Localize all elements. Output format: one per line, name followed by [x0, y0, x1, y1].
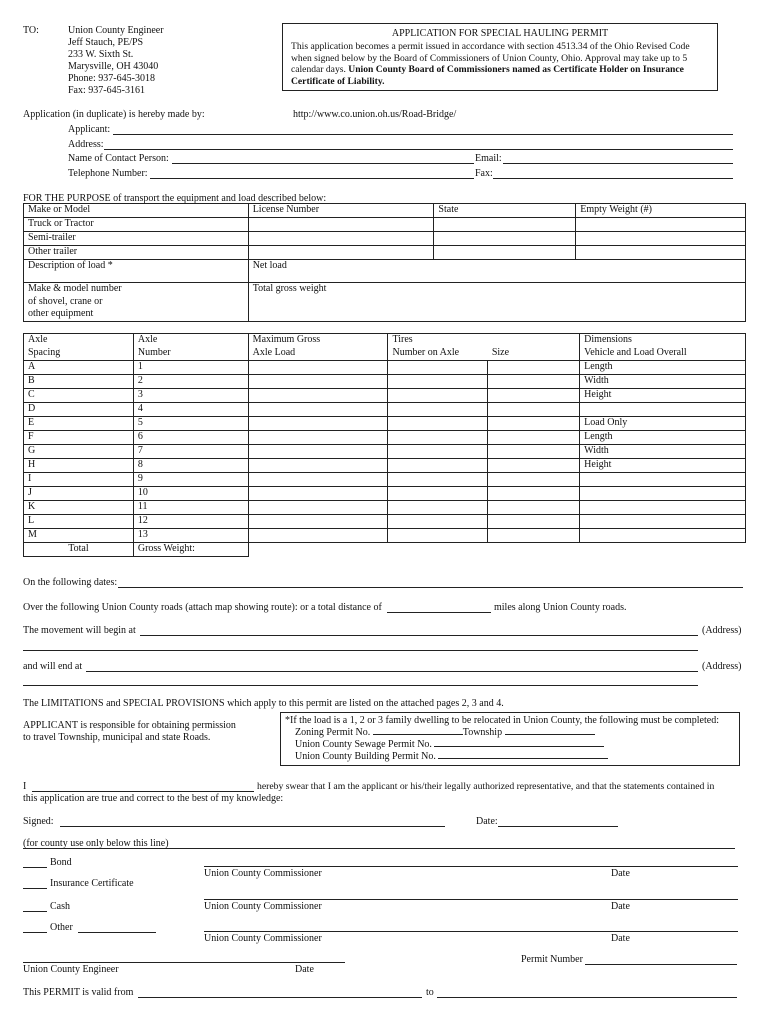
- begin-label: The movement will begin at: [23, 625, 136, 636]
- table-cell[interactable]: [434, 246, 576, 260]
- axle-number-cell: 6: [133, 431, 248, 445]
- axle-number-cell: 4: [133, 403, 248, 417]
- dimension-cell[interactable]: Load Only: [580, 417, 746, 431]
- gross-weight-label[interactable]: Gross Weight:: [133, 543, 248, 557]
- commissioner-signature-line[interactable]: [204, 866, 738, 867]
- column-header: Make or Model: [24, 204, 249, 218]
- address-field[interactable]: [104, 149, 733, 150]
- axle-load-cell[interactable]: [248, 361, 388, 375]
- tire-size-cell[interactable]: [488, 361, 580, 375]
- total-row-filler: [248, 543, 745, 557]
- tire-size-cell[interactable]: [488, 431, 580, 445]
- tire-size-cell[interactable]: [488, 501, 580, 515]
- contact-name-field[interactable]: [172, 163, 474, 164]
- axle-number-cell: 11: [133, 501, 248, 515]
- insurance-label: Insurance Certificate: [50, 878, 134, 889]
- table-cell[interactable]: [576, 246, 746, 260]
- table-total-row: [24, 543, 746, 557]
- dimension-cell[interactable]: [580, 473, 746, 487]
- column-header: License Number: [248, 204, 434, 218]
- engineer-signature-line[interactable]: [23, 962, 345, 963]
- applicant-responsibility: [23, 720, 236, 744]
- row-label: Truck or Tractor: [24, 218, 249, 232]
- dimension-cell[interactable]: [580, 515, 746, 529]
- table-row: [24, 473, 746, 487]
- telephone-label: Telephone Number:: [68, 168, 148, 179]
- table-header-row: [24, 347, 746, 361]
- address-line: Fax: 937-645-3161: [68, 85, 145, 96]
- other-check[interactable]: [23, 932, 47, 933]
- axle-number-cell: 3: [133, 389, 248, 403]
- make-model-line: of shovel, crane or: [28, 295, 103, 307]
- begin-address-field-2[interactable]: [23, 650, 698, 651]
- dates-field[interactable]: [118, 587, 743, 588]
- column-header: Number on Axle: [388, 347, 488, 361]
- purpose-text: FOR THE PURPOSE of transport the equipment and load described below:: [23, 193, 327, 204]
- engineer-label: Union County Engineer: [23, 964, 119, 975]
- table-row: [24, 246, 746, 260]
- dwelling-intro: *If the load is a 1, 2 or 3 family dwelling to be relocated in Union County, the following must be completed:: [285, 715, 719, 726]
- axle-spacing-cell: G: [24, 445, 134, 459]
- axle-load-cell[interactable]: [248, 431, 388, 445]
- axle-spacing-cell: L: [24, 515, 134, 529]
- axle-spacing-cell: A: [24, 361, 134, 375]
- column-header: Empty Weight (#): [576, 204, 746, 218]
- dimension-cell[interactable]: [580, 487, 746, 501]
- dimension-cell[interactable]: Length: [580, 361, 746, 375]
- applicant-label: Applicant:: [68, 124, 111, 135]
- net-load-cell[interactable]: Net load: [248, 260, 745, 283]
- total-gross-cell[interactable]: Total gross weight: [248, 283, 745, 322]
- tire-size-cell[interactable]: [488, 487, 580, 501]
- tire-size-cell[interactable]: [488, 375, 580, 389]
- axle-load-cell[interactable]: [248, 459, 388, 473]
- column-header: Spacing: [24, 347, 134, 361]
- dimension-cell[interactable]: [580, 529, 746, 543]
- axle-spacing-cell: H: [24, 459, 134, 473]
- axle-spacing-cell: J: [24, 487, 134, 501]
- table-row: [24, 232, 746, 246]
- roads-label-suffix: miles along Union County roads.: [494, 602, 627, 613]
- axle-table: [23, 333, 746, 557]
- zoning-field[interactable]: [373, 734, 463, 735]
- axle-spacing-cell: B: [24, 375, 134, 389]
- dates-label: On the following dates:: [23, 577, 118, 588]
- table-cell[interactable]: [248, 232, 434, 246]
- end-label: and will end at: [23, 661, 83, 672]
- table-row: [24, 361, 746, 375]
- table-header-row: [24, 334, 746, 348]
- table-row: [24, 389, 746, 403]
- email-label: Email:: [475, 153, 502, 164]
- bond-check[interactable]: [23, 867, 47, 868]
- tires-number-cell[interactable]: [388, 375, 488, 389]
- column-header: Number: [133, 347, 248, 361]
- engineer-date-label: Date: [295, 964, 314, 975]
- column-header: Axle: [24, 334, 134, 348]
- building-field[interactable]: [438, 758, 608, 759]
- zoning-row: [285, 727, 735, 739]
- signed-label: Signed:: [23, 816, 54, 827]
- table-row: [24, 417, 746, 431]
- axle-spacing-cell: D: [24, 403, 134, 417]
- table-cell[interactable]: [434, 232, 576, 246]
- valid-to-label: to: [426, 987, 434, 998]
- signature-field[interactable]: [60, 826, 445, 827]
- axle-number-cell: 2: [133, 375, 248, 389]
- roads-label: Over the following Union County roads (attach map showing route): or a total distance of: [23, 602, 382, 613]
- email-field[interactable]: [503, 163, 733, 164]
- column-header: Size: [488, 347, 580, 361]
- tires-number-cell[interactable]: [388, 501, 488, 515]
- axle-load-cell[interactable]: [248, 389, 388, 403]
- axle-spacing-cell: K: [24, 501, 134, 515]
- axle-number-cell: 7: [133, 445, 248, 459]
- township-label: Township: [462, 727, 503, 738]
- row-label: [24, 283, 249, 322]
- address-line: Jeff Stauch, PE/PS: [68, 37, 144, 48]
- commissioner-label: Union County Commissioner: [204, 933, 322, 944]
- axle-load-cell[interactable]: [248, 375, 388, 389]
- axle-load-cell[interactable]: [248, 487, 388, 501]
- valid-from-label: This PERMIT is valid from: [23, 987, 134, 998]
- dimension-cell[interactable]: Width: [580, 375, 746, 389]
- end-address-field-2[interactable]: [23, 685, 698, 686]
- tire-size-cell[interactable]: [488, 389, 580, 403]
- axle-load-cell[interactable]: [248, 529, 388, 543]
- tires-number-cell[interactable]: [388, 515, 488, 529]
- header-description: [291, 41, 709, 87]
- table-row: [24, 529, 746, 543]
- dimension-cell[interactable]: Width: [580, 445, 746, 459]
- tires-number-cell[interactable]: [388, 487, 488, 501]
- tires-number-cell[interactable]: [388, 431, 488, 445]
- equipment-table: [23, 203, 746, 322]
- tires-number-cell[interactable]: [388, 389, 488, 403]
- address-line: 233 W. Sixth St.: [68, 49, 134, 60]
- dimension-cell[interactable]: Height: [580, 389, 746, 403]
- make-model-line: Make & model number: [28, 283, 122, 294]
- tire-size-cell[interactable]: [488, 473, 580, 487]
- tires-number-cell[interactable]: [388, 473, 488, 487]
- address-suffix: (Address): [702, 625, 742, 636]
- table-row: [24, 515, 746, 529]
- dimension-cell[interactable]: Length: [580, 431, 746, 445]
- telephone-field[interactable]: [150, 178, 474, 179]
- insurance-check[interactable]: [23, 888, 47, 889]
- commissioner-signature-line[interactable]: [204, 899, 738, 900]
- axle-spacing-cell: I: [24, 473, 134, 487]
- dimension-cell[interactable]: Height: [580, 459, 746, 473]
- axle-spacing-cell: M: [24, 529, 134, 543]
- sewage-field[interactable]: [434, 746, 604, 747]
- tire-size-cell[interactable]: [488, 459, 580, 473]
- row-label: Other trailer: [24, 246, 249, 260]
- end-address-field[interactable]: [86, 671, 698, 672]
- table-cell[interactable]: [576, 218, 746, 232]
- tires-number-cell[interactable]: [388, 445, 488, 459]
- column-header: Tires: [388, 334, 580, 348]
- axle-spacing-cell: F: [24, 431, 134, 445]
- commissioner-label: Union County Commissioner: [204, 901, 322, 912]
- township-field[interactable]: [505, 734, 595, 735]
- table-row: [24, 445, 746, 459]
- axle-spacing-cell: C: [24, 389, 134, 403]
- applicant-field[interactable]: [113, 134, 733, 135]
- table-cell[interactable]: [248, 246, 434, 260]
- axle-number-cell: 12: [133, 515, 248, 529]
- axle-number-cell: 10: [133, 487, 248, 501]
- commissioner-label: Union County Commissioner: [204, 868, 322, 879]
- table-cell[interactable]: [248, 218, 434, 232]
- axle-load-cell[interactable]: [248, 515, 388, 529]
- distance-field[interactable]: [387, 612, 491, 613]
- begin-address-field[interactable]: [140, 635, 698, 636]
- table-row: [24, 501, 746, 515]
- dimension-cell[interactable]: [580, 501, 746, 515]
- sewage-row: [285, 739, 735, 751]
- permit-number-label: Permit Number: [521, 954, 583, 965]
- valid-from-field[interactable]: [138, 997, 422, 998]
- column-header: Maximum Gross: [248, 334, 388, 348]
- axle-load-cell[interactable]: [248, 445, 388, 459]
- axle-number-cell: 8: [133, 459, 248, 473]
- swear-statement-cont: this application are true and correct to the best of my knowledge:: [23, 793, 284, 804]
- table-cell[interactable]: [576, 232, 746, 246]
- table-row: [24, 283, 746, 322]
- fax-label: Fax:: [475, 168, 493, 179]
- county-divider: [23, 848, 735, 849]
- building-row: [285, 751, 735, 763]
- axle-number-cell: 9: [133, 473, 248, 487]
- table-row: [24, 260, 746, 283]
- other-field[interactable]: [78, 932, 156, 933]
- responsibility-line: to travel Township, municipal and state Roads.: [23, 732, 211, 743]
- axle-load-cell[interactable]: [248, 417, 388, 431]
- dwelling-box: [280, 712, 740, 766]
- tire-size-cell[interactable]: [488, 515, 580, 529]
- table-row: [24, 218, 746, 232]
- axle-load-cell[interactable]: [248, 501, 388, 515]
- permit-number-field[interactable]: [585, 964, 737, 965]
- table-header-row: [24, 204, 746, 218]
- to-label: TO:: [23, 25, 39, 36]
- column-header: Dimensions: [580, 334, 746, 348]
- column-header: Vehicle and Load Overall: [580, 347, 746, 361]
- axle-number-cell: 13: [133, 529, 248, 543]
- column-header: State: [434, 204, 576, 218]
- address-suffix: (Address): [702, 661, 742, 672]
- tires-number-cell[interactable]: [388, 529, 488, 543]
- column-header: Axle: [133, 334, 248, 348]
- building-label: Union County Building Permit No.: [295, 751, 436, 762]
- axle-spacing-cell: E: [24, 417, 134, 431]
- other-label: Other: [50, 922, 73, 933]
- limitations-text: The LIMITATIONS and SPECIAL PROVISIONS which apply to this permit are listed on the attached pages 2, 3 and 4.: [23, 698, 504, 709]
- swear-statement: hereby swear that I am the applicant or his/their legally authorized representative, and that the statements contained in: [257, 781, 715, 792]
- tires-number-cell[interactable]: [388, 361, 488, 375]
- column-header: Axle Load: [248, 347, 388, 361]
- table-row: [24, 487, 746, 501]
- date-field[interactable]: [498, 826, 618, 827]
- commissioner-date-label: Date: [611, 901, 630, 912]
- make-model-line: other equipment: [28, 308, 94, 319]
- responsibility-line: APPLICANT is responsible for obtaining permission: [23, 720, 236, 731]
- total-label: Total: [24, 543, 134, 557]
- made-by-label: Application (in duplicate) is hereby made by:: [23, 109, 205, 120]
- commissioner-date-label: Date: [611, 868, 630, 879]
- row-label: Semi-trailer: [24, 232, 249, 246]
- address-line: Phone: 937-645-3018: [68, 73, 155, 84]
- zoning-label: Zoning Permit No.: [295, 727, 371, 738]
- tire-size-cell[interactable]: [488, 403, 580, 417]
- tires-number-cell[interactable]: [388, 417, 488, 431]
- contact-name-label: Name of Contact Person:: [68, 153, 169, 164]
- sewage-label: Union County Sewage Permit No.: [295, 739, 432, 750]
- address-line: Union County Engineer: [68, 25, 164, 36]
- tire-size-cell[interactable]: [488, 417, 580, 431]
- website-url[interactable]: http://www.co.union.oh.us/Road-Bridge/: [293, 109, 457, 120]
- axle-number-cell: 5: [133, 417, 248, 431]
- date-label: Date:: [476, 816, 498, 827]
- address-line: Marysville, OH 43040: [68, 61, 159, 72]
- applicant-name-field[interactable]: [32, 791, 254, 792]
- header-text: This application becomes a permit issued in accordance with section 4513.34 of the Ohio Revised Code when signed below by the Board of Commissioners of Union County, Ohio. Approval may take up to 5 calendar days.: [291, 41, 690, 75]
- table-row: [24, 431, 746, 445]
- tire-size-cell[interactable]: [488, 445, 580, 459]
- table-row: [24, 403, 746, 417]
- tires-number-cell[interactable]: [388, 459, 488, 473]
- form-title: APPLICATION FOR SPECIAL HAULING PERMIT: [391, 28, 609, 39]
- table-row: [24, 459, 746, 473]
- row-label: Description of load *: [24, 260, 249, 283]
- county-use-only: (for county use only below this line): [23, 838, 169, 849]
- address-label: Address:: [68, 139, 104, 150]
- axle-load-cell[interactable]: [248, 403, 388, 417]
- axle-number-cell: 1: [133, 361, 248, 375]
- tire-size-cell[interactable]: [488, 529, 580, 543]
- swear-i: I: [23, 781, 27, 792]
- cash-label: Cash: [50, 901, 70, 912]
- dimension-cell[interactable]: [580, 403, 746, 417]
- header-bold-text: Union County Board of Commissioners named as Certificate Holder on Insurance Certificate of Liability.: [291, 64, 684, 87]
- tires-number-cell[interactable]: [388, 403, 488, 417]
- table-cell[interactable]: [434, 218, 576, 232]
- application-header-box: [282, 23, 718, 91]
- fax-field[interactable]: [493, 178, 733, 179]
- cash-check[interactable]: [23, 911, 47, 912]
- table-row: [24, 375, 746, 389]
- commissioner-date-label: Date: [611, 933, 630, 944]
- recipient-address: [68, 25, 164, 97]
- valid-to-field[interactable]: [437, 997, 737, 998]
- axle-load-cell[interactable]: [248, 473, 388, 487]
- commissioner-signature-line[interactable]: [204, 931, 738, 932]
- bond-label: Bond: [50, 857, 72, 868]
